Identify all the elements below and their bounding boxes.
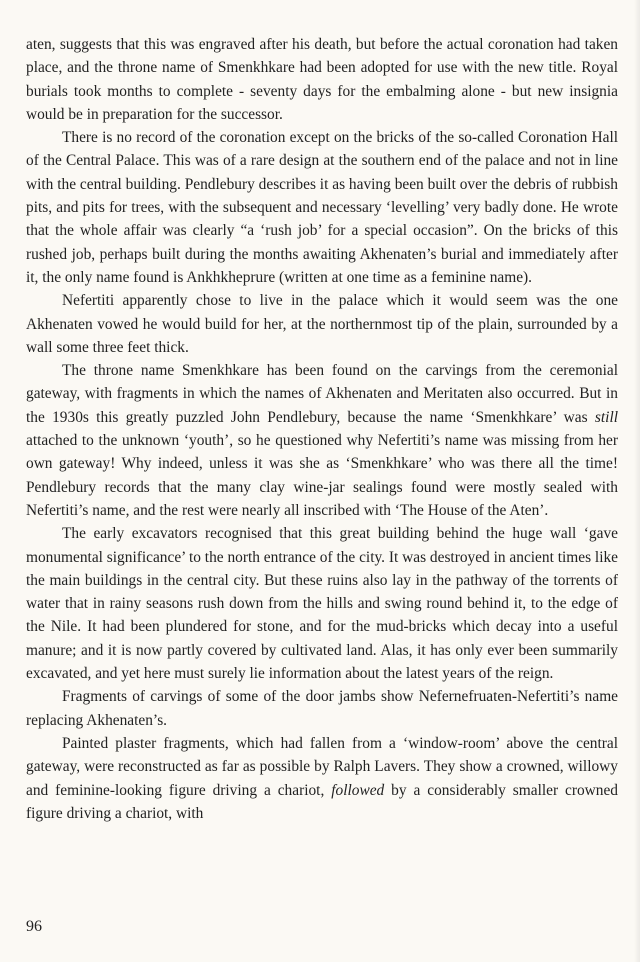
paragraph-6: Fragments of carvings of some of the door jambs show Nefernefruaten-Nefertiti’s name replacing Akhenaten’s. (26, 688, 618, 729)
paragraph-3: Nefertiti apparently chose to live in the palace which it would seem was the one Akhenaten vowed he would build for her, at the northernmost tip of the plain, surrounded by a wall some three feet thick. (26, 292, 618, 356)
emphasis-followed: followed (331, 781, 385, 799)
paragraph-7-text-end: by a considerably smaller crowned figure driving a chariot, with (26, 781, 619, 822)
page-edge-shadow (634, 0, 640, 962)
paragraph-1: aten, suggests that this was engraved after his death, but before the actual coronation had taken place, and the throne name of Smenkhkare had been adopted for use with the new title. Royal burials took months to complete - seventy days for the embalming alone - but new insignia would be in preparation for the successor. (26, 36, 618, 123)
body-text (26, 33, 618, 825)
paragraph-4-text-end: attached to the unknown ‘youth’, so he questioned why Nefertiti’s name was missing from her own gateway! Why indeed, unless it was she as ‘Smenkhkare’ who was there all the time! Pendlebury records that the many clay wine-jar sealings found were mostly sealed with Nefertiti’s name, and the rest were nearly all inscribed with ‘The House of the Aten’. (26, 432, 618, 519)
paragraph-7 (26, 732, 618, 825)
paragraph-4 (26, 359, 618, 522)
paragraph-2: There is no record of the coronation except on the bricks of the so-called Coronation Hall of the Central Palace. This was of a rare design at the southern end of the palace and not in line with the central building. Pendlebury describes it as having been built over the debris of rubbish pits, and pits for trees, with the subsequent and necessary ‘levelling’ very badly done. He wrote that the whole affair was clearly “a ‘rush job’ for a special occasion”. On the bricks of this rushed job, perhaps built during the months awaiting Akhenaten’s burial and immediately after it, the only name found is Ankhkheprure (written at one time as a feminine name). (26, 129, 618, 286)
paragraph-7-text-start: Painted plaster fragments, which had fallen from a ‘window-room’ above the central gateway, were reconstructed as far as possible by Ralph Lavers. They show a crowned, willowy and feminine-looking figure driving a chariot, (26, 734, 618, 799)
page-number: 96 (26, 918, 42, 935)
paragraph-4-text-start: The throne name Smenkhkare has been found on the carvings from the ceremonial gateway, with fragments in which the names of Akhenaten and Meritaten also occurred. But in the 1930s this greatly puzzled John Pendlebury, because the name ‘Smenkhkare’ was (26, 362, 618, 426)
emphasis-still: still (594, 408, 618, 426)
paragraph-5: The early excavators recognised that this great building behind the huge wall ‘gave monumental significance’ to the north entrance of the city. It was destroyed in ancient times like the main buildings in the central city. But these ruins also lay in the pathway of the torrents of water that in rainy seasons rush down from the hills and swing round behind it, to the edge of the Nile. It had been plundered for stone, and for the mud-bricks which decay into a useful manure; and it is now partly covered by cultivated land. Alas, it has only ever been summarily excavated, and yet here must surely lie information about the latest years of the reign. (26, 525, 618, 683)
